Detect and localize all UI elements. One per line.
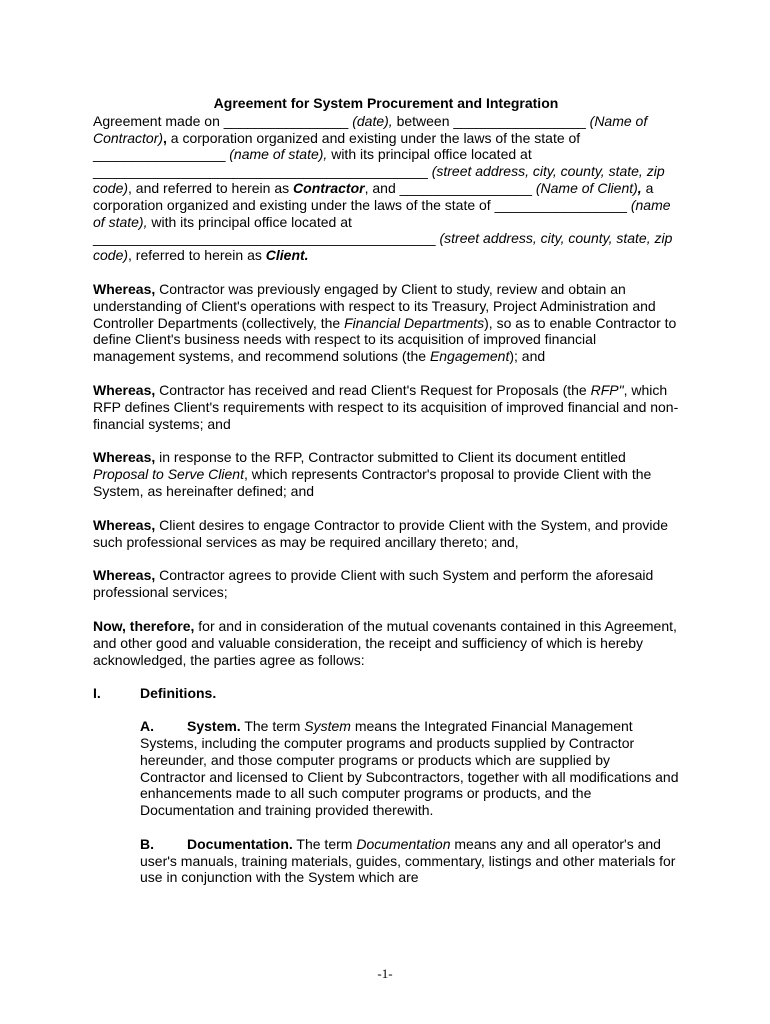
paragraph-text: for and in consideration of the mutual covenants contained in this Agreement, and other good and valuable consideration, the receipt and sufficiency of which is hereby acknowledged, the parties agree as follows:	[93, 617, 677, 668]
whereas-paragraph-3	[93, 449, 679, 499]
paragraph-text: The term	[292, 835, 357, 852]
intro-italic: (Name of Contractor)	[93, 112, 648, 146]
now-therefore-lead: Now, therefore,	[93, 617, 195, 634]
intro-text: Agreement made on ________________	[93, 112, 353, 129]
intro-italic: (Name of Client)	[535, 179, 638, 196]
document-title: Agreement for System Procurement and Integration	[213, 95, 559, 111]
paragraph-text: Contractor was previously engaged by Client to study, review and obtain an understanding of Client's operations with respect to its Treasury, Project Administration and Controller Departments (collectively, the	[93, 280, 656, 331]
whereas-lead: Whereas,	[93, 449, 156, 466]
now-therefore-paragraph	[93, 618, 679, 668]
paragraph-text: means any and all operator's and user's manuals, training materials, guides, commentary, listings and other materials for use in conjunction with the System which are	[140, 835, 676, 886]
whereas-lead: Whereas,	[93, 280, 156, 297]
whereas-paragraph-4	[93, 517, 679, 551]
defined-term: System	[304, 718, 351, 735]
paragraph-text: Contractor has received and read Client's Request for Proposals (the	[155, 381, 591, 398]
paragraph-text: The term	[240, 718, 305, 735]
paragraph-text: Client desires to engage Contractor to provide Client with the System, and provide such professional services as may be required ancillary thereto; and,	[93, 516, 669, 550]
paragraph-text: in response to the RFP, Contractor submitted to Client its document entitled	[155, 449, 626, 466]
defined-term: Documentation	[356, 835, 451, 852]
paragraph-text: ); and	[509, 348, 546, 365]
subsection-letter: B.	[140, 835, 154, 852]
subsection-title: Documentation.	[187, 835, 293, 852]
defined-term: RFP"	[590, 381, 624, 398]
section-title: Definitions.	[140, 685, 217, 702]
whereas-lead: Whereas,	[93, 567, 156, 584]
intro-text: a corporation organized and existing under the laws of the state of _________________	[93, 129, 581, 163]
intro-italic: (date),	[352, 112, 393, 129]
page-number: -1-	[377, 966, 393, 981]
intro-text: , and referred to herein as	[128, 179, 294, 196]
paragraph-text: , which represents Contractor's proposal to provide Client with the System, as hereinafter defined; and	[93, 466, 652, 499]
subsection-b	[140, 836, 679, 886]
intro-bold: ,	[163, 129, 167, 146]
paragraph-text: , which RFP defines Client's requirements with respect to its acquisition of improved financial and non-financial systems; and	[93, 381, 679, 432]
contractor-term: Contractor	[293, 179, 365, 196]
intro-paragraph	[93, 113, 679, 264]
section-heading	[93, 685, 679, 702]
intro-bold-italic: ,	[637, 179, 642, 196]
defined-term: Engagement	[429, 348, 510, 365]
paragraph-text: means the Integrated Financial Management Systems, including the computer programs and products supplied by Contractor hereunder, and those computer programs or products which are supplied by Contractor and licensed to Client by Subcontractors, together with all modifications and enhancements made to all such computer programs or products, and the Documentation and training provided therewith.	[140, 718, 679, 819]
subsection-title: System.	[187, 718, 241, 735]
intro-italic: (name of state),	[93, 196, 671, 230]
client-term: Client.	[265, 247, 309, 264]
intro-italic: (street address, city, county, state, zip code)	[93, 163, 665, 196]
intro-text: , and _________________	[364, 179, 536, 196]
intro-text: , referred to herein as	[128, 247, 266, 264]
whereas-paragraph-1	[93, 281, 679, 365]
defined-term: Financial Departments	[344, 314, 485, 331]
paragraph-text: Contractor agrees to provide Client with such System and perform the aforesaid professional services;	[93, 567, 654, 601]
document-page	[93, 95, 679, 903]
intro-italic: (street address, city, county, state, zip code)	[93, 230, 673, 264]
whereas-lead: Whereas,	[93, 381, 156, 398]
whereas-paragraph-5	[93, 567, 679, 601]
intro-italic: (name of state),	[229, 146, 328, 163]
paragraph-text: ), so as to enable Contractor to define Client's business needs with respect to its acquisition of improved financial management systems, and recommend solutions (the	[93, 314, 677, 365]
intro-text: between _________________	[392, 112, 590, 129]
whereas-lead: Whereas,	[93, 516, 156, 533]
subsection-letter: A.	[140, 718, 154, 735]
defined-term: Proposal to Serve Client	[93, 466, 244, 483]
intro-text: with its principal office located at ____________________________________________	[93, 213, 440, 247]
intro-text: a corporation organized and existing under the laws of the state of _________________	[93, 179, 654, 213]
subsection-a	[140, 718, 679, 819]
intro-text: with its principal office located at ___________________________________________	[93, 146, 532, 180]
section-number: I.	[93, 685, 101, 702]
whereas-paragraph-2	[93, 382, 679, 432]
